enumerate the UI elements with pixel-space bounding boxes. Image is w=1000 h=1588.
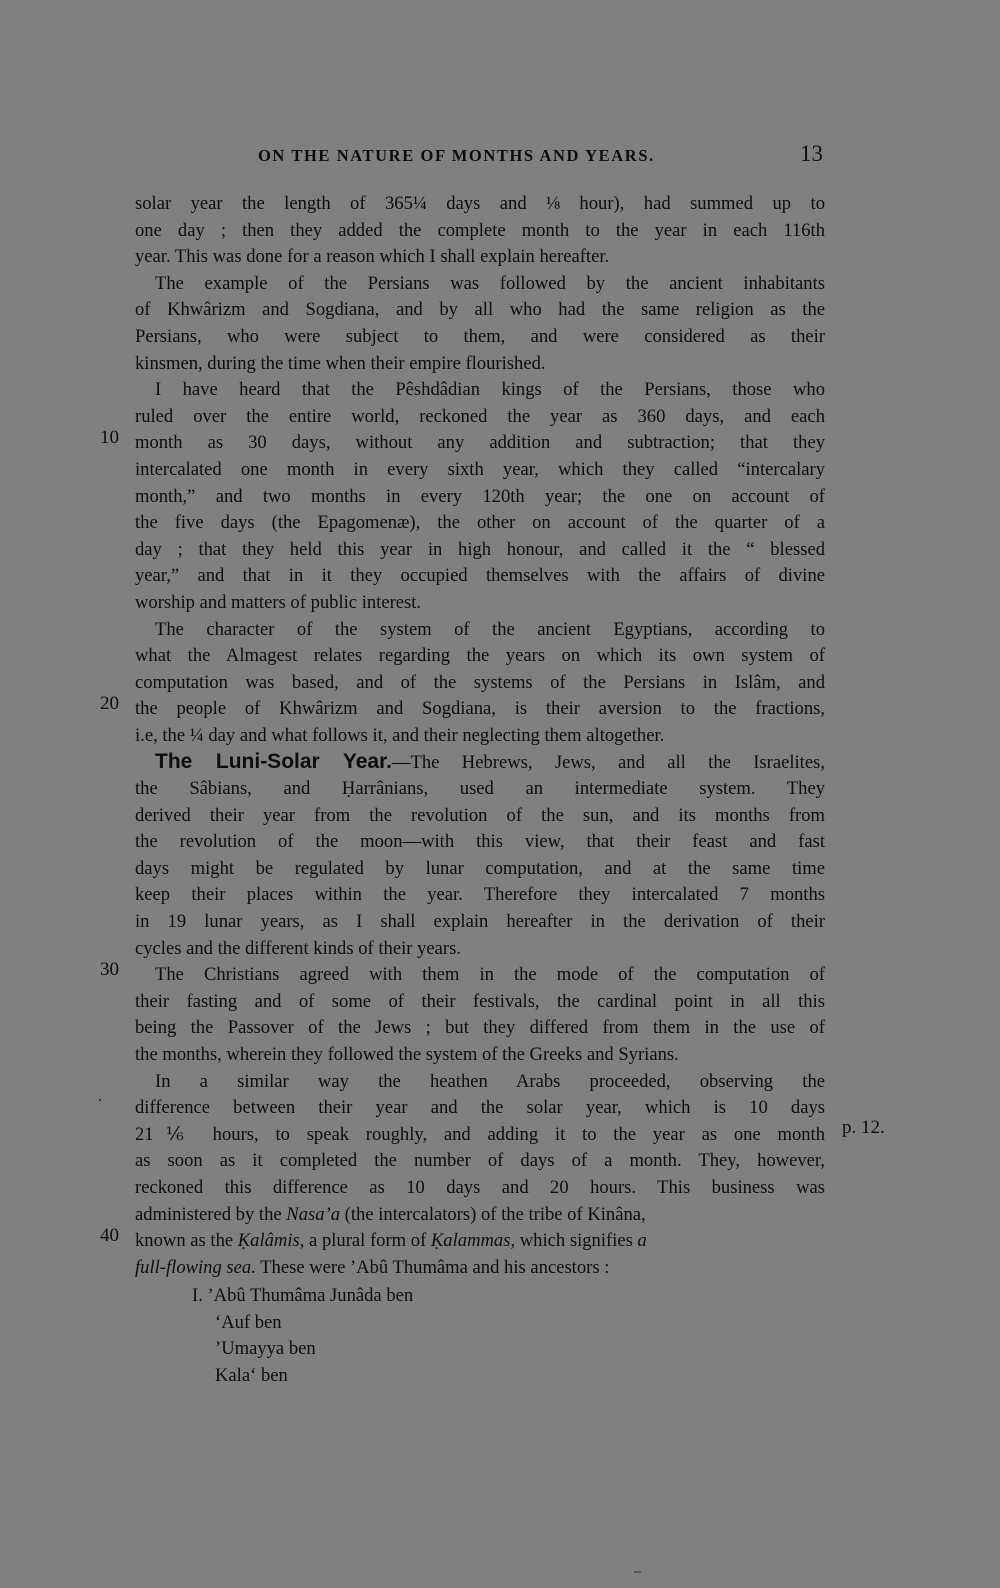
margin-line-number: 40 [100,1225,119,1246]
text-line: Persians, who were subject to them, and were considered as their [135,325,825,347]
margin-dot: . [98,1088,102,1105]
genealogy-list [192,1285,413,1391]
italic-term: full-flowing sea. [135,1256,256,1278]
text-line: i.e, the ¼ day and what follows it, and their neglecting them altogether. [135,724,665,746]
genealogy-item: ’Umayya ben [215,1338,316,1360]
text-line: of Khwârizm and Sogdiana, and by all who had the same religion as the [135,299,825,321]
running-title: ON THE NATURE OF MONTHS AND YEARS. [258,146,655,165]
text-line: reckoned this difference as 10 days and 20 hours. This business was [135,1176,825,1198]
text-line: as soon as it completed the number of days of a month. They, however, [135,1150,825,1172]
text-span: a plural form of [304,1230,431,1252]
text-line: The character of the system of the ancient Egyptians, according to [155,618,825,640]
text-line-with-heading [135,749,825,776]
text-line-sea [135,1255,825,1282]
text-line: month as 30 days, without any addition and subtraction; that they [135,432,825,454]
text-line-nasaa [135,1202,825,1229]
page-number: 13 [800,141,823,166]
margin-page-reference: p. 12. [842,1117,885,1138]
italic-term: Ḳalammas, [430,1230,516,1252]
text-line: days might be regulated by lunar computation, and at the same time [135,857,825,879]
text-line: being the Passover of the Jews ; but they differed from them in the use of [135,1017,825,1039]
text-line: 21⅙ hours, to speak roughly, and adding it to the year as one month [135,1123,825,1145]
text-span: known as the [135,1230,238,1252]
text-line: difference between their year and the solar year, which is 10 days [135,1097,825,1119]
text-line: what the Almagest relates regarding the years on which its own system of [135,645,825,667]
page-header [258,141,823,171]
margin-line-number: 20 [100,693,119,714]
text-line: the five days (the Epagomenæ), the other on account of the quarter of a [135,512,825,534]
text-line: The example of the Persians was followed by the ancient inhabitants [155,272,825,294]
text-line: one day ; then they added the complete month to the year in each 116th [135,219,825,241]
text-line: —The Hebrews, Jews, and all the Israelites, [391,752,825,774]
text-span: which signifies [515,1230,638,1252]
section-heading: The Luni-Solar Year. [155,750,392,774]
text-line: month,” and two months in every 120th year; the one on account of [135,485,825,507]
text-line: in 19 lunar years, as I shall explain hereafter in the derivation of their [135,911,825,933]
body-text [135,191,825,1281]
text-line: worship and matters of public interest. [135,591,422,613]
text-span: administered by the [135,1203,287,1225]
text-span: (the intercalators) of the tribe of Kinâna, [340,1203,646,1225]
text-line: the people of Khwârizm and Sogdiana, is their aversion to the fractions, [135,698,825,720]
text-line: the Sâbians, and Ḥarrânians, used an intermediate system. They [135,778,825,800]
text-line: cycles and the different kinds of their years. [135,937,461,959]
margin-line-number: 30 [100,959,119,980]
text-line: In a similar way the heathen Arabs proceeded, observing the [155,1070,825,1092]
stray-mark [634,1571,641,1573]
text-line: year,” and that in it they occupied themselves with the affairs of divine [135,565,825,587]
text-line: keep their places within the year. Therefore they intercalated 7 months [135,884,825,906]
text-line: the revolution of the moon—with this view, that their feast and fast [135,831,825,853]
text-line: kinsmen, during the time when their empire flourished. [135,352,546,374]
text-line: the months, wherein they followed the system of the Greeks and Syrians. [135,1044,679,1065]
text-line: intercalated one month in every sixth year, which they called “intercalary [135,458,825,480]
text-line: computation was based, and of the systems of the Persians in Islâm, and [135,671,825,693]
text-line: The Christians agreed with them in the mode of the computation of [155,964,825,986]
genealogy-item: I. ’Abû Thumâma Junâda ben [192,1285,414,1306]
text-line: their fasting and of some of their festivals, the cardinal point in all this [135,990,825,1012]
italic-term: Nasa’a [286,1203,341,1225]
text-span: These were ’Abû Thumâma and his ancestors : [255,1256,610,1278]
text-line: solar year the length of 365¼ days and ⅛ hour), had summed up to [135,193,825,214]
genealogy-item: ‘Auf ben [215,1311,282,1333]
text-line: ruled over the entire world, reckoned the year as 360 days, and each [135,405,825,427]
text-line: derived their year from the revolution of the sun, and its months from [135,804,825,826]
text-line-kalamis [135,1228,825,1255]
genealogy-item: Kala‘ ben [215,1364,288,1386]
text-line: year. This was done for a reason which I shall explain hereafter. [135,246,610,268]
italic-term: a [637,1230,647,1252]
text-line: I have heard that the Pêshdâdian kings of the Persians, those who [155,379,825,401]
text-line: day ; that they held this year in high honour, and called it the “ blessed [135,538,825,560]
margin-line-number: 10 [100,427,119,448]
italic-term: Ḳalâmis, [237,1230,305,1252]
